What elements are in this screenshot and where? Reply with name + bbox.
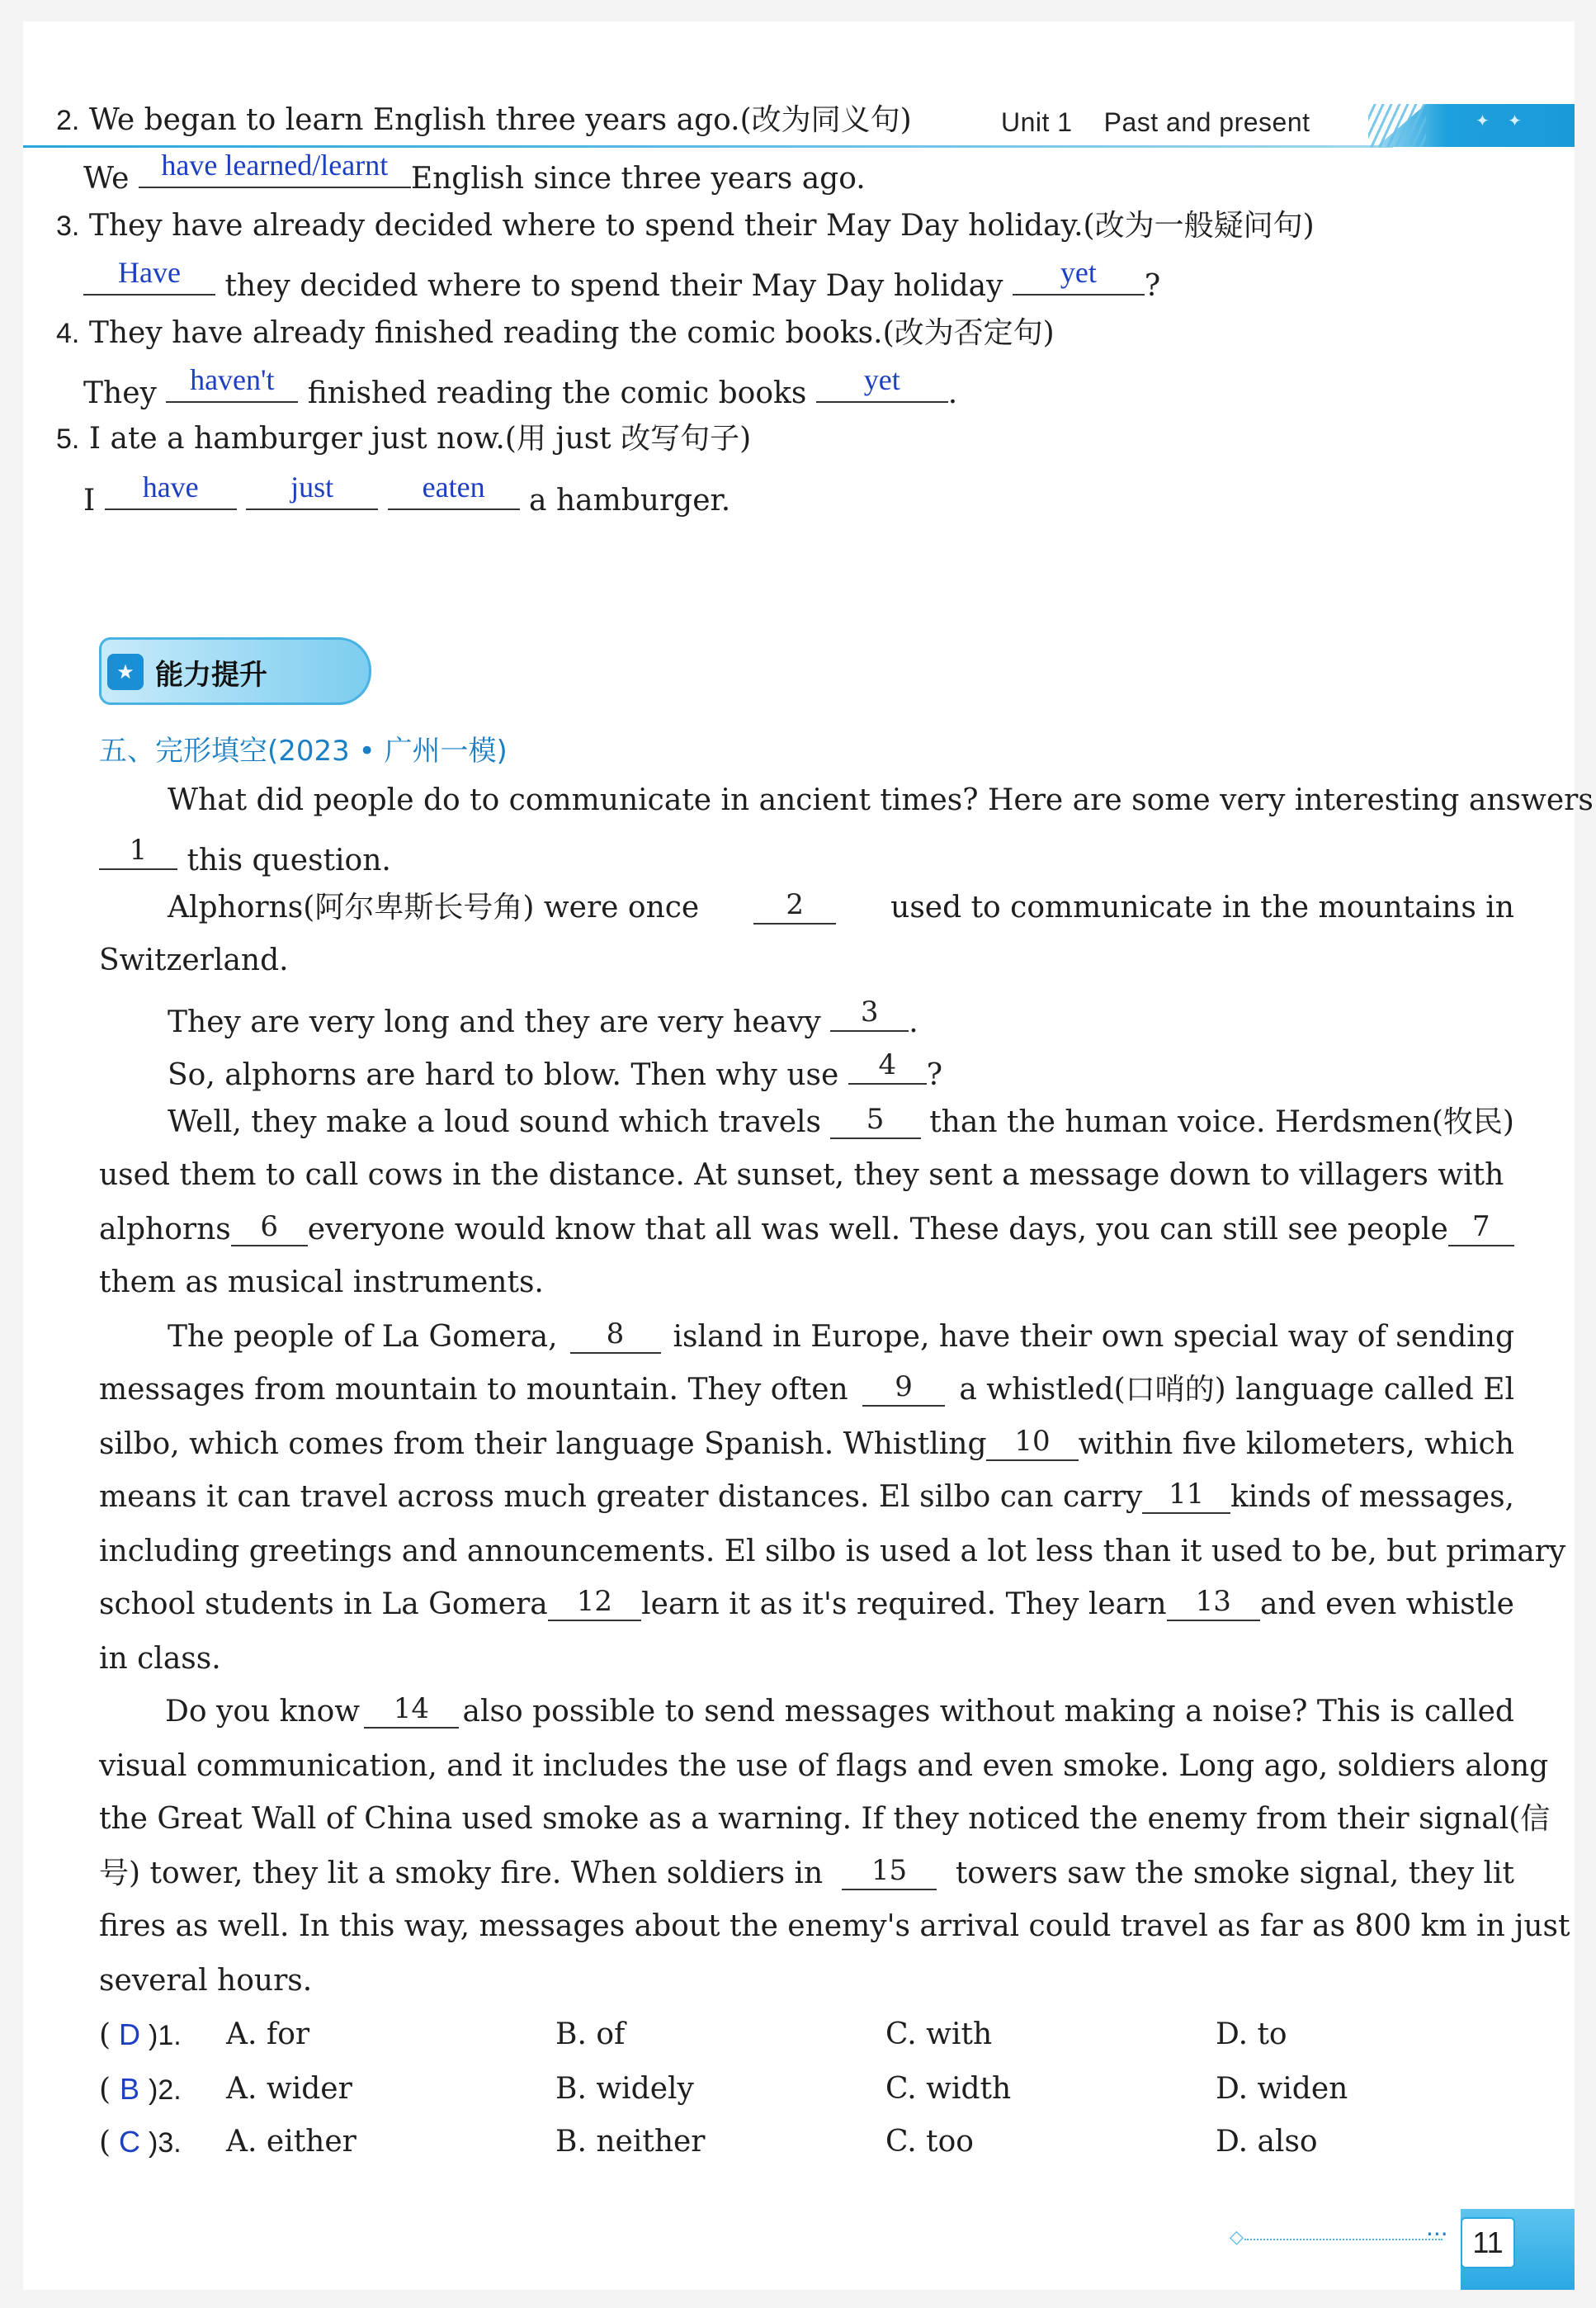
passage-line: Switzerland. bbox=[99, 944, 289, 977]
passage-line: 号) tower, they lit a smoky fire. When soldiers in 15 towers saw the smoke signal, they lit bbox=[99, 1854, 1514, 1890]
question-row: ( D )1. bbox=[99, 2017, 182, 2052]
answer-blank: haven't bbox=[166, 368, 298, 403]
cloze-blank: 15 bbox=[842, 1856, 937, 1890]
cloze-blank: 11 bbox=[1142, 1479, 1230, 1514]
question-2-answer-line: We have learned/learnt English since three years ago. bbox=[83, 149, 866, 196]
passage-line: school students in La Gomera 12 learn it as it's required. They learn 13 and even whistle bbox=[99, 1585, 1514, 1621]
section-badge bbox=[99, 637, 371, 705]
passage-line: Do you know 14 also possible to send messages without making a noise? This is called bbox=[165, 1692, 1514, 1729]
cloze-blank: 1 bbox=[99, 835, 177, 870]
page-header-title bbox=[1001, 107, 1310, 138]
answer-blank: have bbox=[105, 475, 237, 510]
answer-choice: D bbox=[119, 2017, 141, 2051]
passage-line: Well, they make a loud sound which travels 5 than the human voice. Herdsmen(牧民) bbox=[168, 1103, 1514, 1139]
option-a: A. for bbox=[226, 2017, 310, 2051]
passage-line: used them to call cows in the distance. At sunset, they sent a message down to villagers with bbox=[99, 1158, 1504, 1192]
star-icon: ★ bbox=[107, 654, 144, 690]
question-row: ( B )2. bbox=[99, 2072, 182, 2107]
option-a: A. wider bbox=[226, 2072, 352, 2106]
passage-line: So, alphorns are hard to blow. Then why use 4 ? bbox=[168, 1048, 943, 1092]
answer-blank: yet bbox=[1013, 261, 1145, 296]
passage-line: messages from mountain to mountain. They often 9 a whistled(口哨的) language called El bbox=[99, 1370, 1514, 1407]
cloze-blank: 4 bbox=[848, 1050, 927, 1085]
header-stripes bbox=[1368, 104, 1426, 147]
cloze-blank: 10 bbox=[986, 1426, 1078, 1461]
answer-blank: yet bbox=[816, 368, 948, 403]
section-heading: 五、完形填空(2023 • 广州一模) bbox=[99, 735, 508, 768]
cloze-blank: 13 bbox=[1167, 1587, 1260, 1621]
header-star-icon: ✦ ✦ bbox=[1476, 111, 1528, 130]
ellipsis-icon: ··· bbox=[1426, 2221, 1448, 2248]
option-d: D. to bbox=[1216, 2017, 1287, 2051]
passage-line: Alphorns(阿尔卑斯长号角) were once 2 used to communicate in the mountains in bbox=[168, 888, 1514, 925]
question-2-prompt: 2. We began to learn English three years ago.(改为同义句) bbox=[56, 103, 912, 137]
option-c: C. with bbox=[885, 2017, 993, 2051]
passage-line: them as musical instruments. bbox=[99, 1265, 544, 1299]
page-number: 11 bbox=[1461, 2217, 1515, 2268]
passage-line: 1 this question. bbox=[99, 835, 391, 879]
passage-line: the Great Wall of China used smoke as a warning. If they noticed the enemy from their signal(信 bbox=[99, 1802, 1551, 1836]
cloze-blank: 6 bbox=[231, 1212, 308, 1246]
option-c: C. width bbox=[885, 2072, 1012, 2106]
footer-rule bbox=[1244, 2239, 1443, 2240]
workbook-page bbox=[23, 21, 1594, 2290]
cloze-blank: 9 bbox=[862, 1372, 945, 1407]
passage-line: The people of La Gomera, 8 island in Europe, have their own special way of sending bbox=[168, 1317, 1514, 1354]
cloze-blank: 14 bbox=[364, 1694, 459, 1729]
cloze-blank: 8 bbox=[570, 1319, 661, 1354]
option-d: D. widen bbox=[1216, 2072, 1348, 2106]
passage-line: several hours. bbox=[99, 1964, 313, 1998]
unit-label: Unit 1 bbox=[1001, 107, 1073, 137]
passage-line: in class. bbox=[99, 1642, 221, 1676]
passage-line: They are very long and they are very heavy 3 . bbox=[168, 996, 918, 1039]
question-row: ( C )3. bbox=[99, 2125, 182, 2159]
cloze-blank: 7 bbox=[1448, 1212, 1514, 1246]
question-3-prompt: 3. They have already decided where to spend their May Day holiday.(改为一般疑问句) bbox=[56, 209, 1315, 243]
question-5-prompt: 5. I ate a hamburger just now.(用 just 改写句子) bbox=[56, 422, 752, 456]
answer-blank: have learned/learnt bbox=[139, 154, 411, 188]
passage-line: What did people do to communicate in ancient times? Here are some very interesting answers bbox=[168, 783, 1594, 817]
badge-label: 能力提升 bbox=[155, 659, 267, 692]
answer-blank: eaten bbox=[388, 475, 520, 510]
answer-blank: just bbox=[246, 475, 378, 510]
passage-line: silbo, which comes from their language Spanish. Whistling 10 within five kilometers, which bbox=[99, 1425, 1514, 1461]
passage-line: alphorns 6 everyone would know that all was well. These days, you can still see people 7 bbox=[99, 1212, 1514, 1248]
question-4-answer-line: They haven't finished reading the comic books yet . bbox=[83, 363, 958, 410]
passage-line: visual communication, and it includes the use of flags and even smoke. Long ago, soldiers along bbox=[99, 1749, 1549, 1783]
passage-line: fires as well. In this way, messages about the enemy's arrival could travel as far as 800 km in just bbox=[99, 1909, 1570, 1943]
answer-choice: C bbox=[119, 2125, 141, 2159]
cloze-blank: 2 bbox=[753, 890, 836, 925]
option-a: A. either bbox=[226, 2125, 357, 2159]
option-d: D. also bbox=[1216, 2125, 1318, 2159]
option-b: B. of bbox=[555, 2017, 626, 2051]
question-4-prompt: 4. They have already finished reading the comic books.(改为否定句) bbox=[56, 316, 1055, 350]
passage-line: means it can travel across much greater distances. El silbo can carry 11 kinds of messages, bbox=[99, 1478, 1514, 1514]
answer-choice: B bbox=[120, 2072, 140, 2106]
question-3-answer-line: Have they decided where to spend their May Day holiday yet ? bbox=[83, 261, 1160, 305]
diamond-icon: ◇ bbox=[1230, 2227, 1244, 2248]
cloze-blank: 5 bbox=[830, 1104, 921, 1139]
unit-title: Past and present bbox=[1103, 107, 1310, 137]
cloze-blank: 3 bbox=[830, 997, 909, 1032]
option-c: C. too bbox=[885, 2125, 974, 2159]
answer-blank: Have bbox=[83, 261, 215, 296]
option-b: B. neither bbox=[555, 2125, 706, 2159]
question-5-answer-line: I have just eaten a hamburger. bbox=[83, 471, 731, 518]
passage-line: including greetings and announcements. El silbo is used a lot less than it used to be, but primary bbox=[99, 1535, 1566, 1568]
option-b: B. widely bbox=[555, 2072, 694, 2106]
cloze-blank: 12 bbox=[548, 1587, 641, 1621]
